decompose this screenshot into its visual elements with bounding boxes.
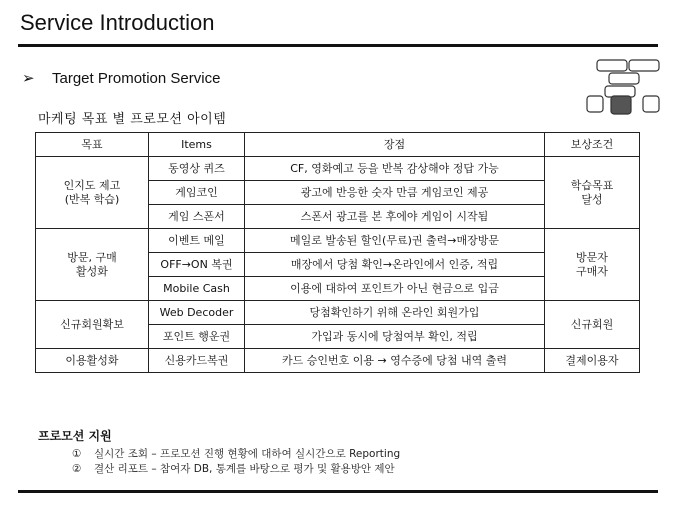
page-title: Service Introduction [20, 10, 215, 35]
benefit-cell: 가입과 동시에 당첨여부 확인, 적립 [245, 325, 545, 349]
support-item-text: 실시간 조회 – 프로모션 진행 현황에 대하여 실시간으로 Reporting [94, 448, 401, 460]
item-cell: 이벤트 메일 [149, 229, 245, 253]
goal-cell: 신규회원확보 [36, 301, 149, 349]
table-caption: 마케팅 목표 별 프로모션 아이템 [38, 112, 227, 127]
table-row [36, 349, 640, 373]
item-cell: 동영상 퀴즈 [149, 157, 245, 181]
goal-cell: 이용활성화 [36, 349, 149, 373]
reward-cell: 학습목표 달성 [545, 157, 640, 229]
support-item-text: 결산 리포트 – 참여자 DB, 통계를 바탕으로 평가 및 활용방안 제안 [94, 463, 395, 475]
support-item [72, 446, 400, 461]
header-reward: 보상조건 [545, 133, 640, 157]
item-cell: Web Decoder [149, 301, 245, 325]
table-row [36, 301, 640, 325]
top-divider [18, 44, 658, 47]
support-item-number: ② [72, 463, 82, 475]
benefit-cell: CF, 영화예고 등을 반복 감상해야 정답 가능 [245, 157, 545, 181]
item-cell: OFF→ON 복권 [149, 253, 245, 277]
promotion-table [35, 132, 640, 373]
support-item-number: ① [72, 448, 82, 460]
item-cell: 포인트 행운권 [149, 325, 245, 349]
goal-cell: 인지도 제고 (반복 학습) [36, 157, 149, 229]
item-cell: 신용카드복권 [149, 349, 245, 373]
header-items: Items [149, 133, 245, 157]
blocks-logo-icon [585, 58, 663, 116]
goal-cell: 방문, 구매 활성화 [36, 229, 149, 301]
table-header-row [36, 133, 640, 157]
table-row [36, 157, 640, 181]
reward-cell: 방문자 구매자 [545, 229, 640, 301]
benefit-cell: 광고에 반응한 숫자 만큼 게임코인 제공 [245, 181, 545, 205]
benefit-cell: 이용에 대하여 포인트가 아닌 현금으로 입금 [245, 277, 545, 301]
section-heading [22, 69, 220, 87]
bottom-divider [18, 490, 658, 493]
reward-cell: 결제이용자 [545, 349, 640, 373]
benefit-cell: 매장에서 당첨 확인→온라인에서 인증, 적립 [245, 253, 545, 277]
benefit-cell: 메일로 발송된 할인(무료)권 출력→매장방문 [245, 229, 545, 253]
header-benefit: 장점 [245, 133, 545, 157]
table-row [36, 229, 640, 253]
item-cell: 게임 스폰서 [149, 205, 245, 229]
support-title: 프로모션 지원 [38, 429, 112, 443]
reward-cell: 신규회원 [545, 301, 640, 349]
item-cell: Mobile Cash [149, 277, 245, 301]
support-item [72, 461, 395, 476]
item-cell: 게임코인 [149, 181, 245, 205]
arrow-bullet-icon: ➢ [22, 70, 35, 87]
benefit-cell: 스폰서 광고를 본 후에야 게임이 시작됨 [245, 205, 545, 229]
benefit-cell: 카드 승인번호 이용 → 영수증에 당첨 내역 출력 [245, 349, 545, 373]
section-heading-text: Target Promotion Service [52, 70, 221, 87]
benefit-cell: 당첨확인하기 위해 온라인 회원가입 [245, 301, 545, 325]
header-goal: 목표 [36, 133, 149, 157]
